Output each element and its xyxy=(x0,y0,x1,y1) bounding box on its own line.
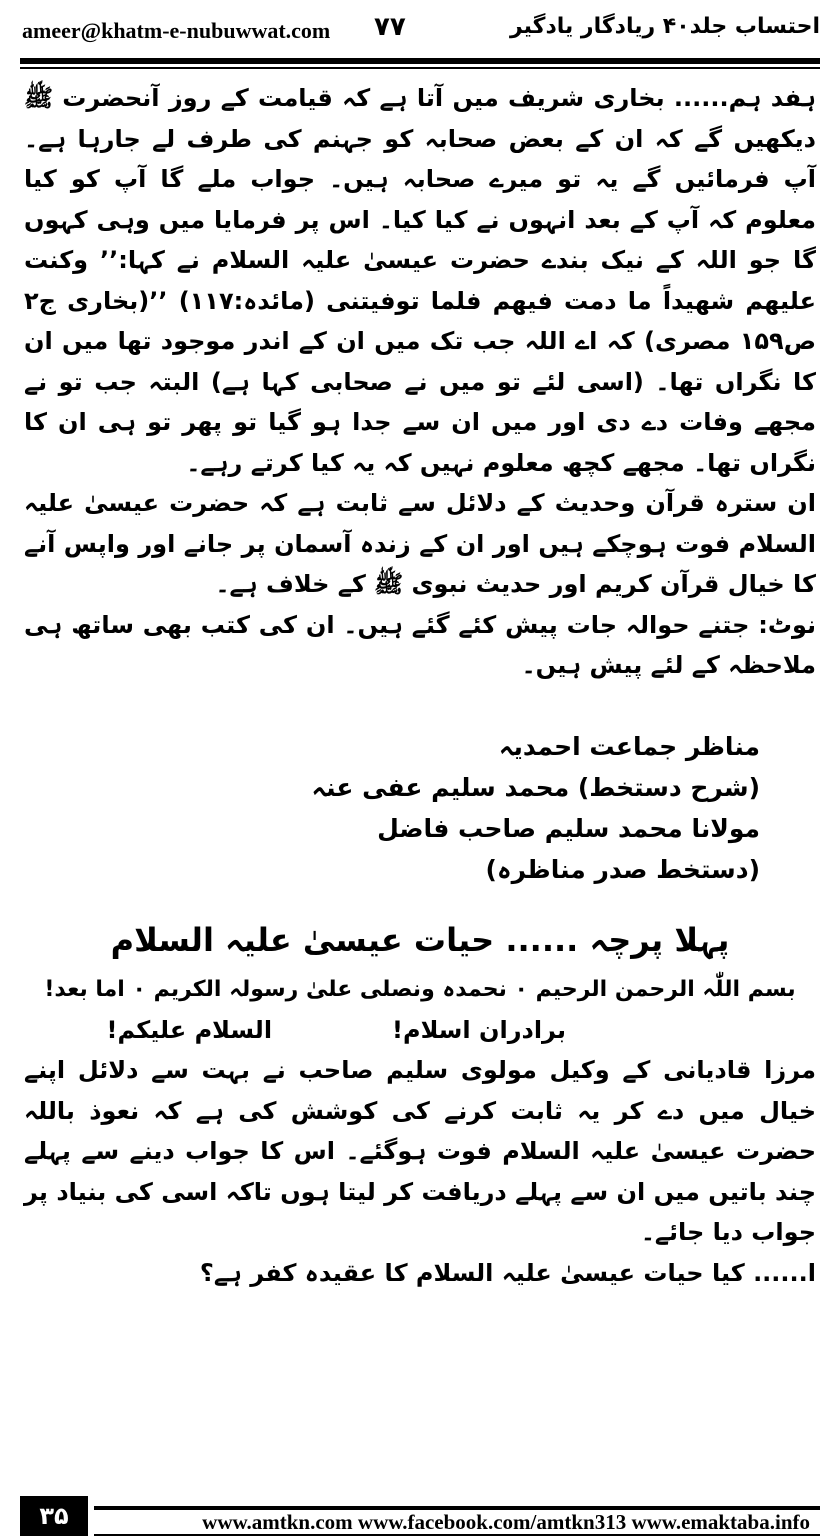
footer-rule-bottom xyxy=(94,1534,820,1536)
quran-verse: وکنت علیھم شھیداً ما دمت فیھم فلما توفیتنی (مائدہ:۱۱۷) xyxy=(24,246,816,315)
paragraph-1-cont: ’’(بخاری ج۲ ص۱۵۹ مصری) کہ اے اللہ جب تک میں ان کے اندر موجود تھا میں ان کا نگراں تھا۔ (اسی لئے تو میں نے صحابی کہا ہے) البتہ جب تو نے مجھے وفات دے دی اور میں ان سے جدا ہو گیا تو پھر تو ہی ان کا نگراں تھا۔ مجھے کچھ معلوم نہیں کہ یہ کیا کرتے رہے۔ xyxy=(24,286,816,477)
header-rule-thick xyxy=(20,58,820,64)
section-title: پہلا پرچہ ...... حیات عیسیٰ علیہ السلام xyxy=(110,920,730,959)
bismillah-line: بسم اللّٰہ الرحمن الرحیم ۰ نحمدہ ونصلی علیٰ رسولہ الکریم ۰ اما بعد! xyxy=(44,976,796,1002)
signature-line: مناظر جماعت احمدیہ xyxy=(498,731,760,761)
page-footer xyxy=(20,1496,820,1536)
signature-line: (دستخط صدر مناظرہ) xyxy=(485,854,760,884)
footer-page-number: ۳۵ xyxy=(20,1496,88,1536)
signature-line: (شرح دستخط) محمد سلیم عفی عنہ xyxy=(311,772,760,802)
page-body xyxy=(24,78,816,1293)
paragraph-1 xyxy=(24,78,816,483)
paragraph-1-text: ہفد ہم...... بخاری شریف میں آتا ہے کہ قیامت کے روز آنحضرت ﷺ دیکھیں گے کہ ان کے بعض صحابہ کو جہنم کی طرف لے جارہا ہے۔ آپ فرمائیں گے یہ تو میرے صحابہ ہیں۔ جواب ملے گا آپ کو کیا معلوم کہ آپ کے بعد انہوں نے کیا کیا۔ اس پر فرمایا میں وہی کہوں گا جو اللہ کے نیک بندے حضرت عیسیٰ علیہ السلام نے کہا:’’ xyxy=(24,84,816,274)
paragraph-3: مرزا قادیانی کے وکیل مولوی سلیم صاحب نے بہت سے دلائل اپنے خیال میں دے کر یہ ثابت کرنے کی کوشش کی ہے کہ نعوذ باللہ حضرت عیسیٰ علیہ السلام فوت ہوگئے۔ اس کا جواب دینے سے پہلے چند باتیں میں ان سے پہلے دریافت کر لیتا ہوں تاکہ اسی کی بنیاد پر جواب دیا جائے۔ xyxy=(24,1056,816,1246)
paragraph-2: ان سترہ قرآن وحدیث کے دلائل سے ثابت ہے کہ حضرت عیسیٰ علیہ السلام فوت ہوچکے ہیں اور ان کے زندہ آسمان پر جانے اور واپس آنے کا خیال قرآن کریم اور حدیث نبوی ﷺ کے خلاف ہے۔ xyxy=(24,489,816,598)
signature-line: مولانا محمد سلیم صاحب فاضل xyxy=(377,813,760,843)
signature-block xyxy=(24,726,760,890)
header-email: ameer@khatm-e-nubuwwat.com xyxy=(22,18,331,43)
header-page-number: ۷۷ xyxy=(374,12,406,42)
footer-links[interactable]: www.amtkn.com www.facebook.com/amtkn313 www.emaktaba.info xyxy=(202,1510,810,1534)
header-title: احتساب جلد۴۰ ریادگار یادگیر xyxy=(510,14,820,39)
greeting-row xyxy=(24,1010,816,1051)
question-1: ا...... کیا حیات عیسیٰ علیہ السلام کا عقیدہ کفر ہے؟ xyxy=(199,1258,816,1287)
greeting-brothers: برادران اسلام! xyxy=(392,1015,566,1044)
greeting-salam: السلام علیکم! xyxy=(106,1015,273,1044)
header-rule-thin xyxy=(20,67,820,69)
note-paragraph: نوٹ: جتنے حوالہ جات پیش کئے گئے ہیں۔ ان کی کتب بھی ساتھ ہی ملاحظہ کے لئے پیش ہیں۔ xyxy=(24,610,816,679)
page-header xyxy=(0,0,840,66)
